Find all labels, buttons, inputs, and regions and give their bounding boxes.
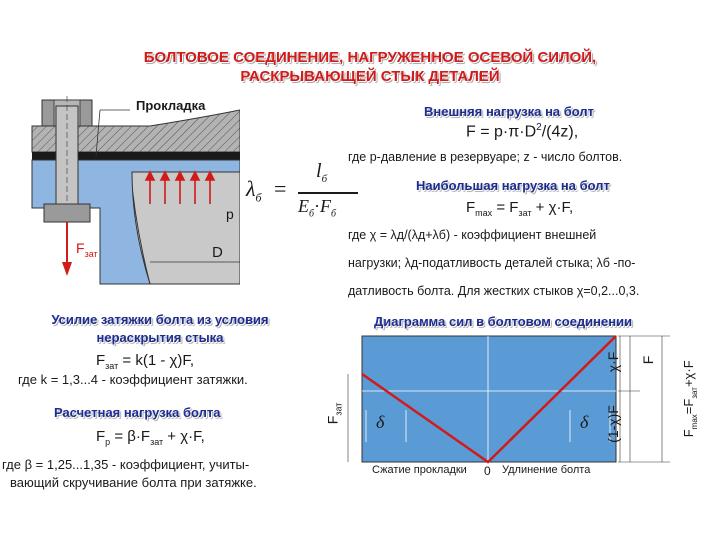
tightening-where: где k = 1,3...4 - коэффициент затяжки. bbox=[18, 372, 248, 387]
den-dot: · bbox=[314, 196, 321, 216]
tightening-heading-2: нераскрытия стыка bbox=[96, 330, 224, 345]
diagram-heading: Диаграмма сил в болтовом соединении bbox=[374, 314, 633, 329]
x-label-right: Удлинение болта bbox=[502, 464, 591, 476]
design-formula-a: F bbox=[96, 428, 106, 445]
x-label-zero: 0 bbox=[484, 464, 491, 478]
fmax-tail: +χ·F bbox=[681, 360, 697, 388]
force-diagram bbox=[320, 330, 720, 480]
max-load-heading: Наибольшая нагрузка на болт bbox=[416, 178, 610, 193]
den-e: E bbox=[298, 196, 309, 216]
external-load-formula bbox=[466, 122, 578, 141]
design-formula-c: + χ·F, bbox=[163, 428, 205, 445]
title-line-2: РАСКРЫВАЮЩЕЙ СТЫК ДЕТАЛЕЙ bbox=[240, 68, 500, 85]
lambda-main: λ bbox=[246, 176, 256, 201]
label-one-minus-chi-f: (1-χ)F bbox=[605, 405, 621, 443]
label-chi-f: χ·F bbox=[605, 351, 621, 373]
ext-formula-exp: 2 bbox=[536, 122, 542, 133]
x-label-left: Сжатие прокладки bbox=[372, 464, 467, 476]
ext-formula-a: F = p·π·D bbox=[466, 123, 537, 141]
external-load-heading: Внешняя нагрузка на болт bbox=[424, 104, 595, 119]
formula-numerator bbox=[316, 160, 327, 185]
label-fmax bbox=[681, 329, 699, 469]
force-label bbox=[76, 240, 98, 259]
max-formula-sub2: зат bbox=[518, 208, 532, 218]
design-formula-sub2: зат bbox=[150, 437, 164, 447]
design-formula-b: = β·F bbox=[110, 428, 151, 445]
den-e-sub: б bbox=[309, 208, 315, 220]
max-formula-a: F bbox=[466, 199, 476, 216]
label-f: F bbox=[640, 355, 656, 365]
compliance-formula bbox=[246, 160, 356, 224]
force-label-main: F bbox=[76, 240, 85, 256]
title-line-1: БОЛТОВОЕ СОЕДИНЕНИЕ, НАГРУЖЕННОЕ ОСЕВОЙ СИЛОЙ, bbox=[143, 49, 597, 66]
tight-formula-a: F bbox=[96, 352, 106, 369]
lambda-sub: б bbox=[255, 190, 262, 205]
tightening-heading bbox=[20, 311, 300, 347]
tight-formula-sub: зат bbox=[105, 361, 119, 371]
tightening-formula bbox=[96, 352, 194, 371]
fmax-sub2: зат bbox=[689, 387, 699, 399]
tightening-heading-1: Усилие затяжки болта из условия bbox=[51, 312, 269, 327]
delta-right: δ bbox=[580, 412, 589, 432]
max-load-desc-3: датливость болта. Для жестких стыков χ=0,2...0,3. bbox=[348, 284, 640, 298]
force-label-sub: зат bbox=[84, 248, 98, 259]
diameter-label: D bbox=[212, 244, 223, 261]
pressure-label: p bbox=[226, 206, 234, 222]
numerator-main: l bbox=[316, 160, 322, 182]
equals-sign: = bbox=[274, 176, 287, 201]
y-label-main: F bbox=[324, 415, 341, 425]
max-formula-b: = F bbox=[492, 199, 519, 216]
y-label-sub: зат bbox=[333, 402, 344, 416]
delta-left: δ bbox=[376, 412, 385, 432]
den-f: F bbox=[320, 196, 332, 216]
fmax-main: F bbox=[681, 429, 697, 438]
design-load-desc-1: где β = 1,25...1,35 - коэффициент, учиты- bbox=[2, 457, 250, 472]
max-formula-c: + χ·F, bbox=[531, 199, 574, 216]
vessel-wall bbox=[130, 166, 240, 284]
force-diagram-svg bbox=[320, 330, 720, 480]
max-load-desc-2: нагрузки; λд-податливость деталей стыка; λб -по- bbox=[348, 256, 636, 270]
numerator-sub: б bbox=[321, 173, 328, 185]
max-load-desc-1: где χ = λд/(λд+λб) - коэффициент внешней bbox=[348, 228, 597, 242]
design-load-formula bbox=[96, 428, 205, 447]
fraction-bar bbox=[298, 192, 358, 194]
ext-formula-b: /(4z), bbox=[541, 123, 579, 141]
bolt-joint-drawing bbox=[0, 96, 240, 286]
design-formula-sub1: р bbox=[105, 437, 111, 447]
design-load-heading: Расчетная нагрузка болта bbox=[54, 405, 221, 420]
page-title bbox=[60, 48, 680, 86]
bolt-head bbox=[44, 204, 90, 222]
fmax-sub: max bbox=[689, 414, 699, 430]
tight-formula-b: = k(1 - χ)F, bbox=[118, 352, 195, 369]
diagram-y-label bbox=[325, 391, 344, 435]
design-load-desc-2: вающий скручивание болта при затяжке. bbox=[10, 475, 257, 490]
diagram-field bbox=[362, 336, 616, 462]
formula-denominator bbox=[298, 196, 336, 220]
den-f-sub: б bbox=[331, 208, 337, 220]
bolt-joint-svg bbox=[0, 96, 240, 286]
lambda-symbol bbox=[246, 176, 262, 205]
max-formula-sub1: max bbox=[475, 208, 493, 218]
external-load-where: где p-давление в резервуаре; z - число болтов. bbox=[348, 150, 623, 164]
max-load-formula bbox=[466, 199, 573, 218]
fmax-rest: =F bbox=[681, 398, 697, 415]
gasket-label: Прокладка bbox=[136, 98, 206, 113]
